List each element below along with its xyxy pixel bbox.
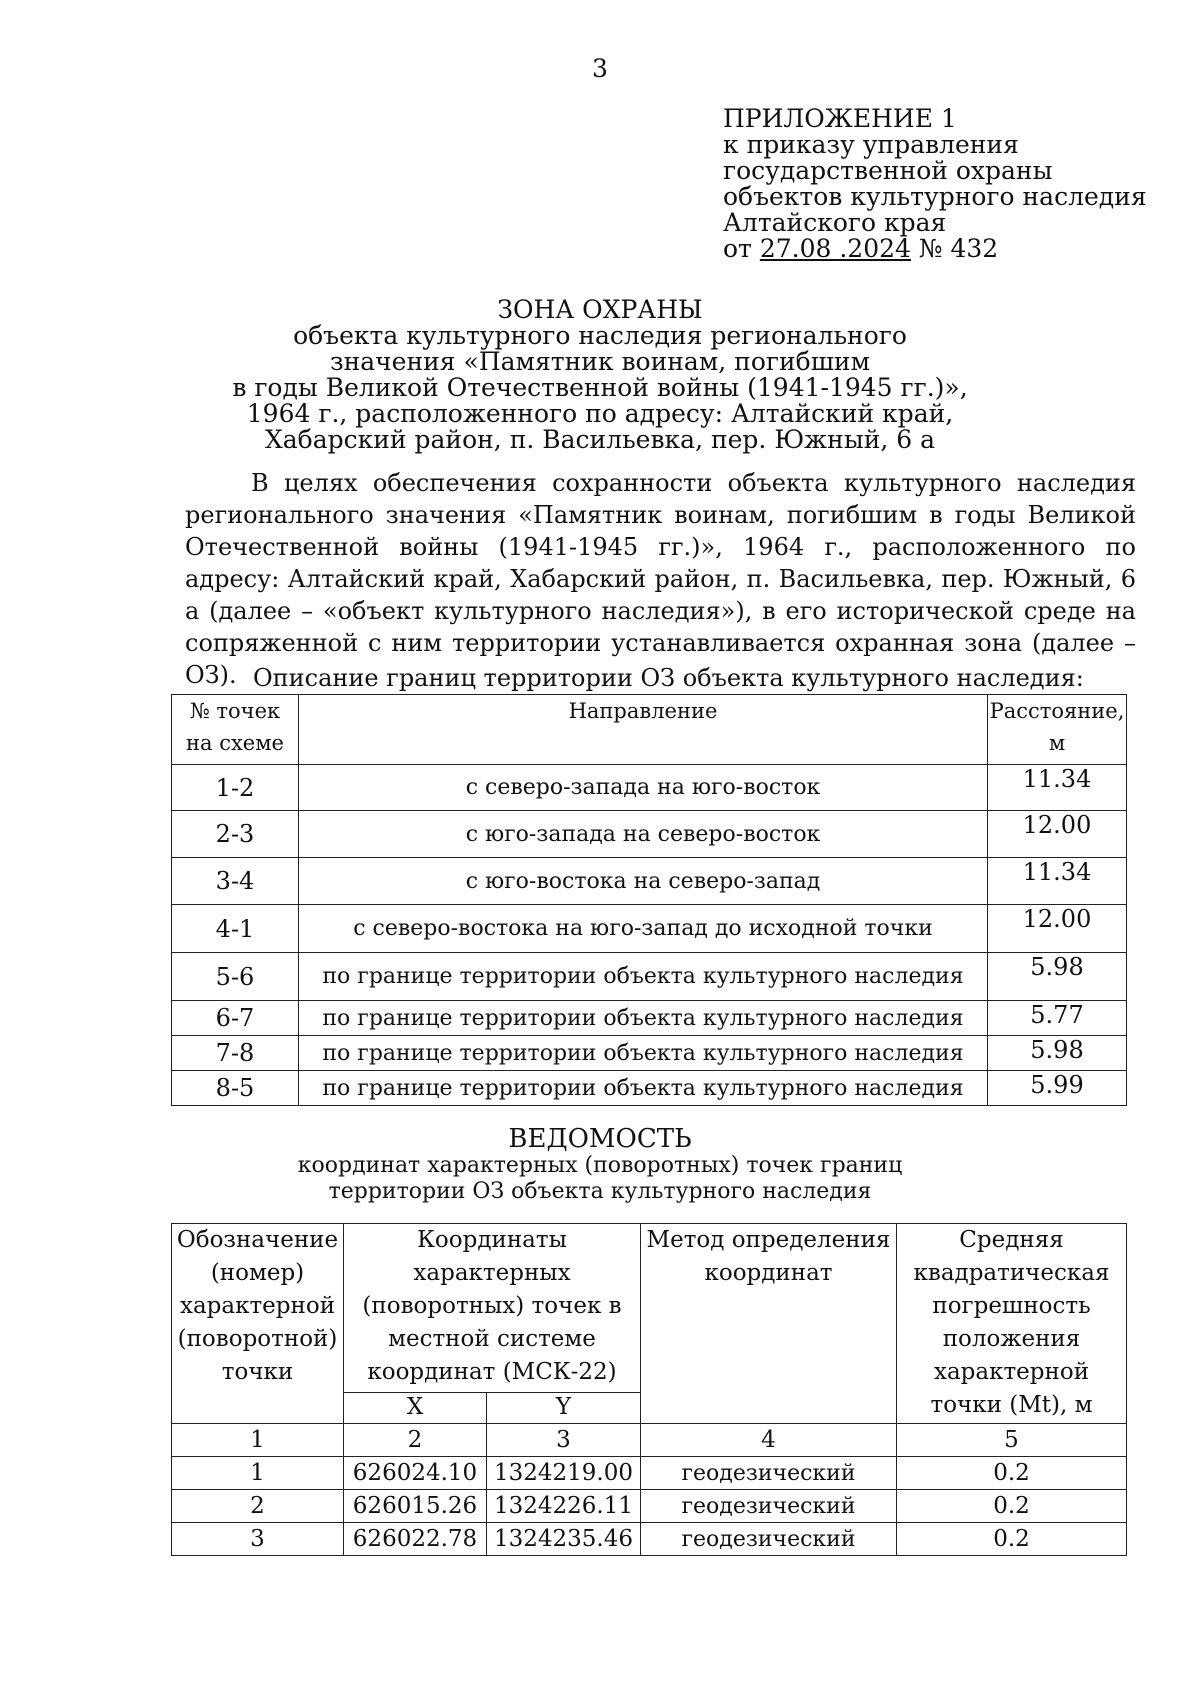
cell-points: 4-1 bbox=[172, 905, 299, 953]
cell-distance: 5.77 bbox=[988, 1001, 1127, 1036]
table-row bbox=[172, 1457, 1127, 1490]
vedomost-line: территории ОЗ объекта культурного наследия bbox=[328, 1179, 872, 1204]
header-coordinates: Координаты характерных (поворотных) точек в местной системе координат (МСК-22) bbox=[344, 1224, 641, 1393]
cell-error: 0.2 bbox=[897, 1457, 1127, 1490]
cell-direction: по границе территории объекта культурного наследия bbox=[299, 953, 988, 1001]
appendix-title: ПРИЛОЖЕНИЕ 1 bbox=[723, 104, 957, 133]
cell-direction: с юго-запада на северо-восток bbox=[299, 811, 988, 858]
header-designation: Обозначение (номер) характерной (поворотной) точки bbox=[172, 1224, 344, 1424]
cell-direction: с северо-востока на юго-запад до исходной точки bbox=[299, 905, 988, 953]
cell-points: 2-3 bbox=[172, 811, 299, 858]
cell-point: 3 bbox=[172, 1523, 344, 1556]
header-error: Средняя квадратическая погрешность положения характерной точки (Mt), м bbox=[897, 1224, 1127, 1424]
vedomost-title: ВЕДОМОСТЬ bbox=[508, 1124, 692, 1154]
column-number-row bbox=[172, 1424, 1127, 1457]
table-row bbox=[172, 765, 1127, 811]
appendix-line: Алтайского края bbox=[723, 208, 947, 237]
vedomost-line: координат характерных (поворотных) точек границ bbox=[297, 1153, 903, 1178]
cell-direction: по границе территории объекта культурного наследия bbox=[299, 1071, 988, 1106]
column-number: 2 bbox=[344, 1424, 487, 1457]
zone-line: Хабарский район, п. Васильевка, пер. Южный, 6 а bbox=[264, 425, 936, 454]
header-distance: Расстояние, м bbox=[988, 695, 1127, 765]
cell-error: 0.2 bbox=[897, 1490, 1127, 1523]
appendix-line: государственной охраны bbox=[723, 156, 1053, 185]
cell-distance: 5.99 bbox=[988, 1071, 1127, 1106]
page-number: 3 bbox=[592, 54, 608, 83]
cell-direction: с юго-востока на северо-запад bbox=[299, 858, 988, 905]
table-row bbox=[172, 1490, 1127, 1523]
cell-method: геодезический bbox=[641, 1490, 897, 1523]
table-row bbox=[172, 858, 1127, 905]
cell-point: 1 bbox=[172, 1457, 344, 1490]
cell-direction: по границе территории объекта культурного наследия bbox=[299, 1001, 988, 1036]
coordinates-table bbox=[171, 1223, 1127, 1556]
column-number: 5 bbox=[897, 1424, 1127, 1457]
cell-x: 626024.10 bbox=[344, 1457, 487, 1490]
order-date-line bbox=[723, 236, 1147, 262]
cell-distance: 5.98 bbox=[988, 953, 1127, 1001]
zone-title: ЗОНА ОХРАНЫ bbox=[497, 295, 703, 324]
cell-points: 8-5 bbox=[172, 1071, 299, 1106]
vedomost-heading bbox=[0, 1125, 1200, 1205]
cell-point: 2 bbox=[172, 1490, 344, 1523]
cell-distance: 12.00 bbox=[988, 905, 1127, 953]
appendix-line: к приказу управления bbox=[723, 130, 1019, 159]
header-method: Метод определения координат bbox=[641, 1224, 897, 1424]
cell-distance: 5.98 bbox=[988, 1036, 1127, 1071]
cell-x: 626022.78 bbox=[344, 1523, 487, 1556]
body-paragraph bbox=[185, 467, 1136, 691]
table-row bbox=[172, 1523, 1127, 1556]
zone-heading bbox=[0, 297, 1200, 453]
zone-line: в годы Великой Отечественной войны (1941-1945 гг.)», bbox=[232, 373, 968, 402]
table1-caption: Описание границ территории ОЗ объекта культурного наследия: bbox=[253, 664, 1084, 692]
appendix-line: объектов культурного наследия bbox=[723, 182, 1147, 211]
table-row bbox=[172, 1001, 1127, 1036]
table-row bbox=[172, 953, 1127, 1001]
column-number: 3 bbox=[487, 1424, 641, 1457]
cell-points: 6-7 bbox=[172, 1001, 299, 1036]
zone-line: значения «Памятник воинам, погибшим bbox=[329, 347, 871, 376]
date-prefix: от bbox=[723, 234, 752, 263]
cell-x: 626015.26 bbox=[344, 1490, 487, 1523]
cell-method: геодезический bbox=[641, 1523, 897, 1556]
column-number: 4 bbox=[641, 1424, 897, 1457]
cell-distance: 11.34 bbox=[988, 858, 1127, 905]
zone-line: объекта культурного наследия регионального bbox=[293, 321, 907, 350]
cell-error: 0.2 bbox=[897, 1523, 1127, 1556]
header-points: № точек на схеме bbox=[172, 695, 299, 765]
cell-y: 1324226.11 bbox=[487, 1490, 641, 1523]
table-row bbox=[172, 1036, 1127, 1071]
header-direction: Направление bbox=[299, 695, 988, 765]
order-date: 27.08 .2024 bbox=[759, 234, 911, 263]
cell-direction: с северо-запада на юго-восток bbox=[299, 765, 988, 811]
cell-points: 7-8 bbox=[172, 1036, 299, 1071]
cell-y: 1324219.00 bbox=[487, 1457, 641, 1490]
header-x: X bbox=[344, 1393, 487, 1424]
body-paragraph-text: В целях обеспечения сохранности объекта культурного наследия регионального значения «Памятник воинам, погибшим в годы Великой Отечественной войны (1941-1945 гг.)», 1964 г., расположенного по адресу: Алтайский край, Хабарский район, п. Васильевка, пер. Южный, 6 а (далее – «объект культурного наследия»), в его исторической среде на сопряженной с ним территории устанавливается охранная зона (далее – ОЗ). bbox=[185, 469, 1136, 689]
cell-points: 3-4 bbox=[172, 858, 299, 905]
cell-points: 5-6 bbox=[172, 953, 299, 1001]
cell-distance: 12.00 bbox=[988, 811, 1127, 858]
cell-method: геодезический bbox=[641, 1457, 897, 1490]
boundary-table bbox=[171, 694, 1127, 1106]
table-row bbox=[172, 1071, 1127, 1106]
table-row bbox=[172, 811, 1127, 858]
cell-y: 1324235.46 bbox=[487, 1523, 641, 1556]
order-number: № 432 bbox=[918, 234, 999, 263]
column-number: 1 bbox=[172, 1424, 344, 1457]
zone-line: 1964 г., расположенного по адресу: Алтайский край, bbox=[246, 399, 954, 428]
cell-distance: 11.34 bbox=[988, 765, 1127, 811]
header-y: Y bbox=[487, 1393, 641, 1424]
appendix-block bbox=[723, 106, 1147, 262]
table-row bbox=[172, 905, 1127, 953]
cell-points: 1-2 bbox=[172, 765, 299, 811]
cell-direction: по границе территории объекта культурного наследия bbox=[299, 1036, 988, 1071]
